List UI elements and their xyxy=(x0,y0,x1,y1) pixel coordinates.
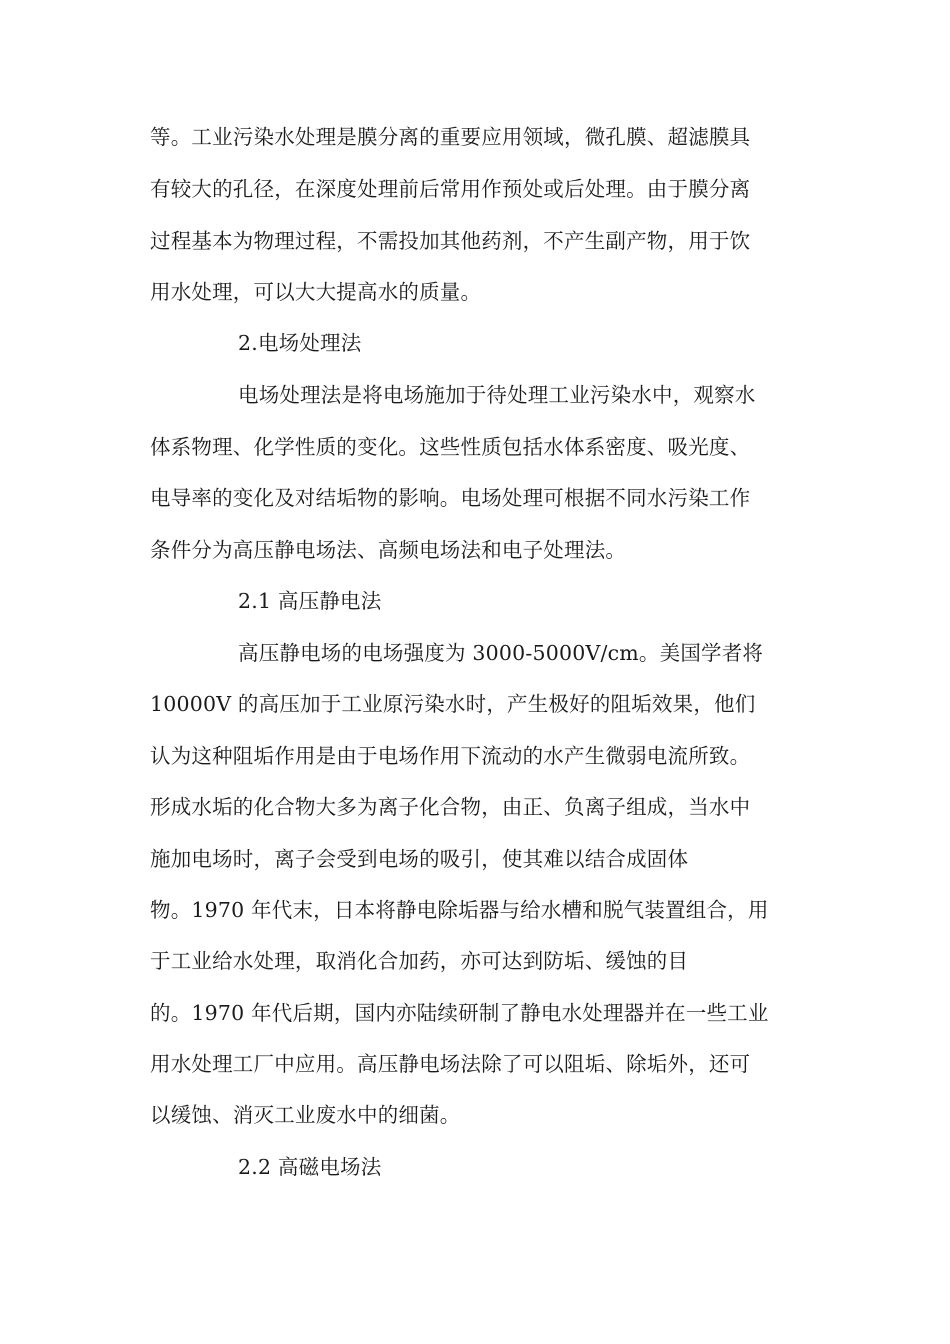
paragraph-line: 体系物理、化学性质的变化。这些性质包括水体系密度、吸光度、 xyxy=(150,435,751,459)
paragraph-line: 电场处理法是将电场施加于待处理工业污染水中，观察水 xyxy=(238,383,756,407)
paragraph-line: 的。1970 年代后期，国内亦陆续研制了静电水处理器并在一些工业 xyxy=(150,1001,769,1025)
paragraph-line: 过程基本为物理过程，不需投加其他药剂，不产生副产物，用于饮 xyxy=(150,229,751,253)
subsection-heading: 2.1 高压静电法 xyxy=(238,589,382,613)
paragraph-line: 用水处理工厂中应用。高压静电场法除了可以阻垢、除垢外，还可 xyxy=(150,1052,751,1076)
paragraph-line: 电导率的变化及对结垢物的影响。电场处理可根据不同水污染工作 xyxy=(150,486,751,510)
paragraph-line: 等。工业污染水处理是膜分离的重要应用领域，微孔膜、超滤膜具 xyxy=(150,125,751,149)
paragraph-line: 高压静电场的电场强度为 3000-5000V/cm。美国学者将 xyxy=(238,641,764,665)
paragraph-line: 施加电场时，离子会受到电场的吸引，使其难以结合成固体 xyxy=(150,847,689,871)
paragraph-line: 10000V 的高压加于工业原污染水时，产生极好的阻垢效果，他们 xyxy=(150,692,756,716)
section-heading: 2.电场处理法 xyxy=(238,331,362,355)
paragraph-line: 于工业给水处理，取消化合加药，亦可达到防垢、缓蚀的目 xyxy=(150,949,689,973)
paragraph-line: 物。1970 年代末，日本将静电除垢器与给水槽和脱气装置组合，用 xyxy=(150,898,769,922)
paragraph-line: 条件分为高压静电场法、高频电场法和电子处理法。 xyxy=(150,538,627,562)
paragraph-line: 形成水垢的化合物大多为离子化合物，由正、负离子组成，当水中 xyxy=(150,795,751,819)
paragraph-line: 用水处理，可以大大提高水的质量。 xyxy=(150,280,482,304)
paragraph-line: 有较大的孔径，在深度处理前后常用作预处或后处理。由于膜分离 xyxy=(150,177,751,201)
paragraph-line: 认为这种阻垢作用是由于电场作用下流动的水产生微弱电流所致。 xyxy=(150,744,751,768)
subsection-heading: 2.2 高磁电场法 xyxy=(238,1155,382,1179)
paragraph-line: 以缓蚀、消灭工业废水中的细菌。 xyxy=(150,1103,461,1127)
